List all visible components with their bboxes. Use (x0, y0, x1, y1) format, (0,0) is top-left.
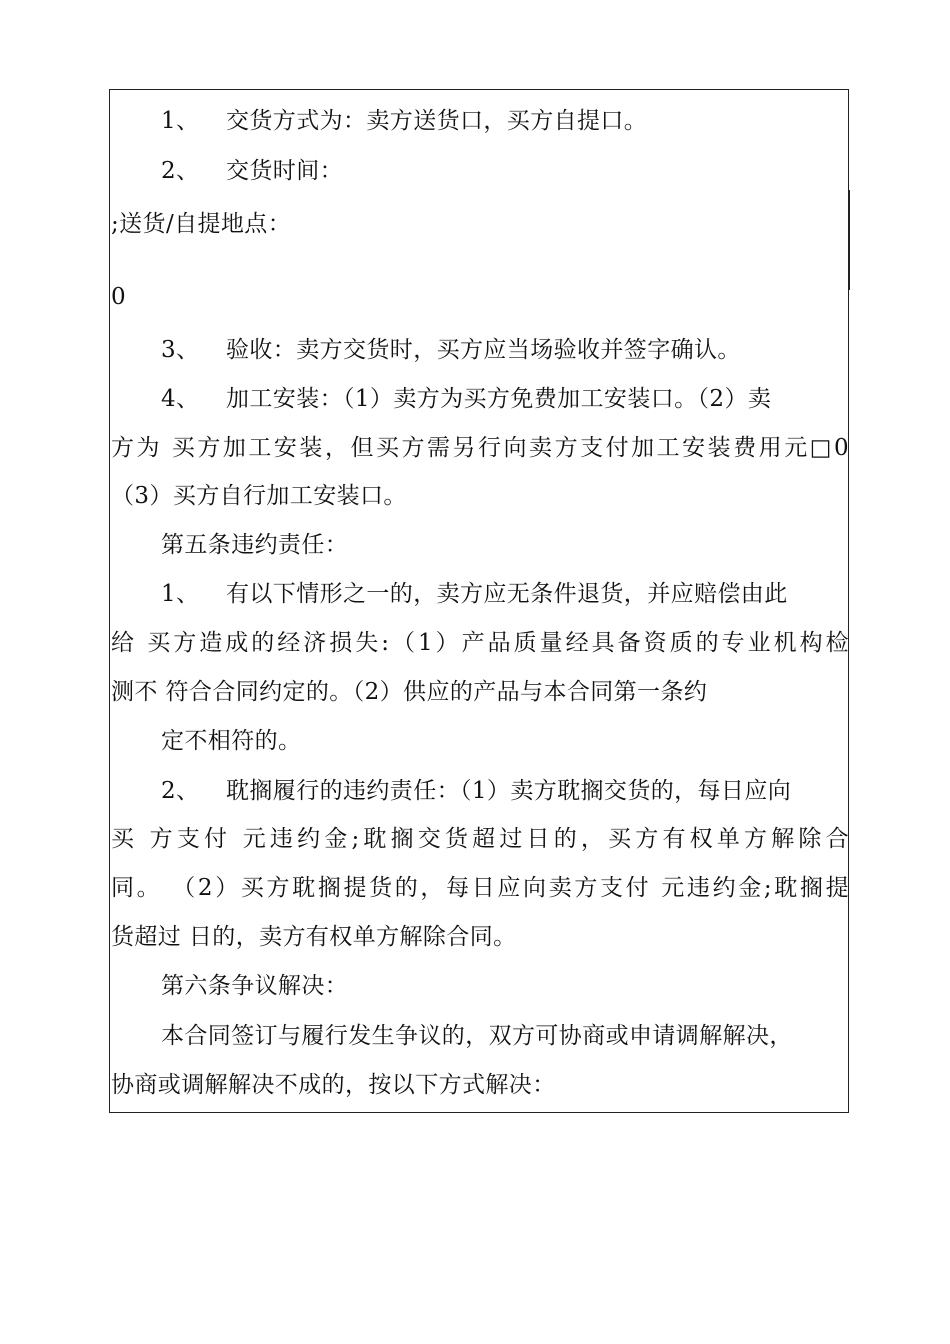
paragraph-line: 本合同签订与履行发生争议的，双方可协商或申请调解解决， (161, 1023, 793, 1049)
clause-text: 加工安装：（1）卖方为买方免费加工安装口。（2）卖 (226, 386, 772, 412)
paragraph-line: 同。 （2）买方耽搁提货的，每日应向卖方支付 元违约金;耽搁提 (111, 875, 849, 901)
clause-text: 交货方式为：卖方送货口，买方自提口。 (226, 108, 648, 134)
clause-text: 交货时间： (226, 158, 343, 184)
clause-acceptance (161, 335, 849, 365)
clause-number: 3、 (161, 337, 200, 363)
paragraph-line: 货超过 日的，卖方有权单方解除合同。 (111, 924, 517, 950)
paragraph-line: 买 方支付 元违约金;耽搁交货超过日的，买方有权单方解除合 (111, 826, 849, 852)
paragraph-line: 测不 符合合同约定的。（2）供应的产品与本合同第一条约 (111, 679, 708, 705)
clause-number: 4、 (161, 386, 200, 412)
clause-number: 2、 (161, 158, 200, 184)
clause-return (161, 579, 849, 609)
clause-delivery-method (161, 106, 849, 136)
clause-number: 1、 (161, 581, 200, 607)
paragraph-line: 协商或调解解决不成的，按以下方式解决： (111, 1072, 556, 1098)
delivery-location-line: ;送货/自提地点： (111, 211, 292, 237)
section-heading-dispute: 第六条争议解决： (161, 973, 349, 999)
clause-installation (161, 384, 849, 414)
paragraph-line: （3）买方自行加工安装口。 (111, 483, 407, 509)
paragraph-line: 定不相符的。 (161, 728, 302, 754)
clause-delay (161, 776, 849, 806)
table-column-rule (849, 190, 850, 290)
zero-line: 0 (111, 284, 127, 310)
clause-number: 2、 (161, 778, 200, 804)
clause-number: 1、 (161, 108, 200, 134)
paragraph-line: 给 买方造成的经济损失:（1）产品质量经具备资质的专业机构检 (111, 630, 849, 656)
clause-delivery-time (161, 156, 849, 186)
clause-text: 耽搁履行的违约责任：（1）卖方耽搁交货的，每日应向 (226, 778, 792, 804)
paragraph-line: 方为 买方加工安装，但买方需另行向卖方支付加工安装费用元□0 (111, 435, 849, 461)
clause-text: 验收：卖方交货时，买方应当场验收并签字确认。 (226, 337, 741, 363)
clause-text: 有以下情形之一的，卖方应无条件退货，并应赔偿由此 (226, 581, 788, 607)
section-heading-liability: 第五条违约责任： (161, 532, 349, 558)
